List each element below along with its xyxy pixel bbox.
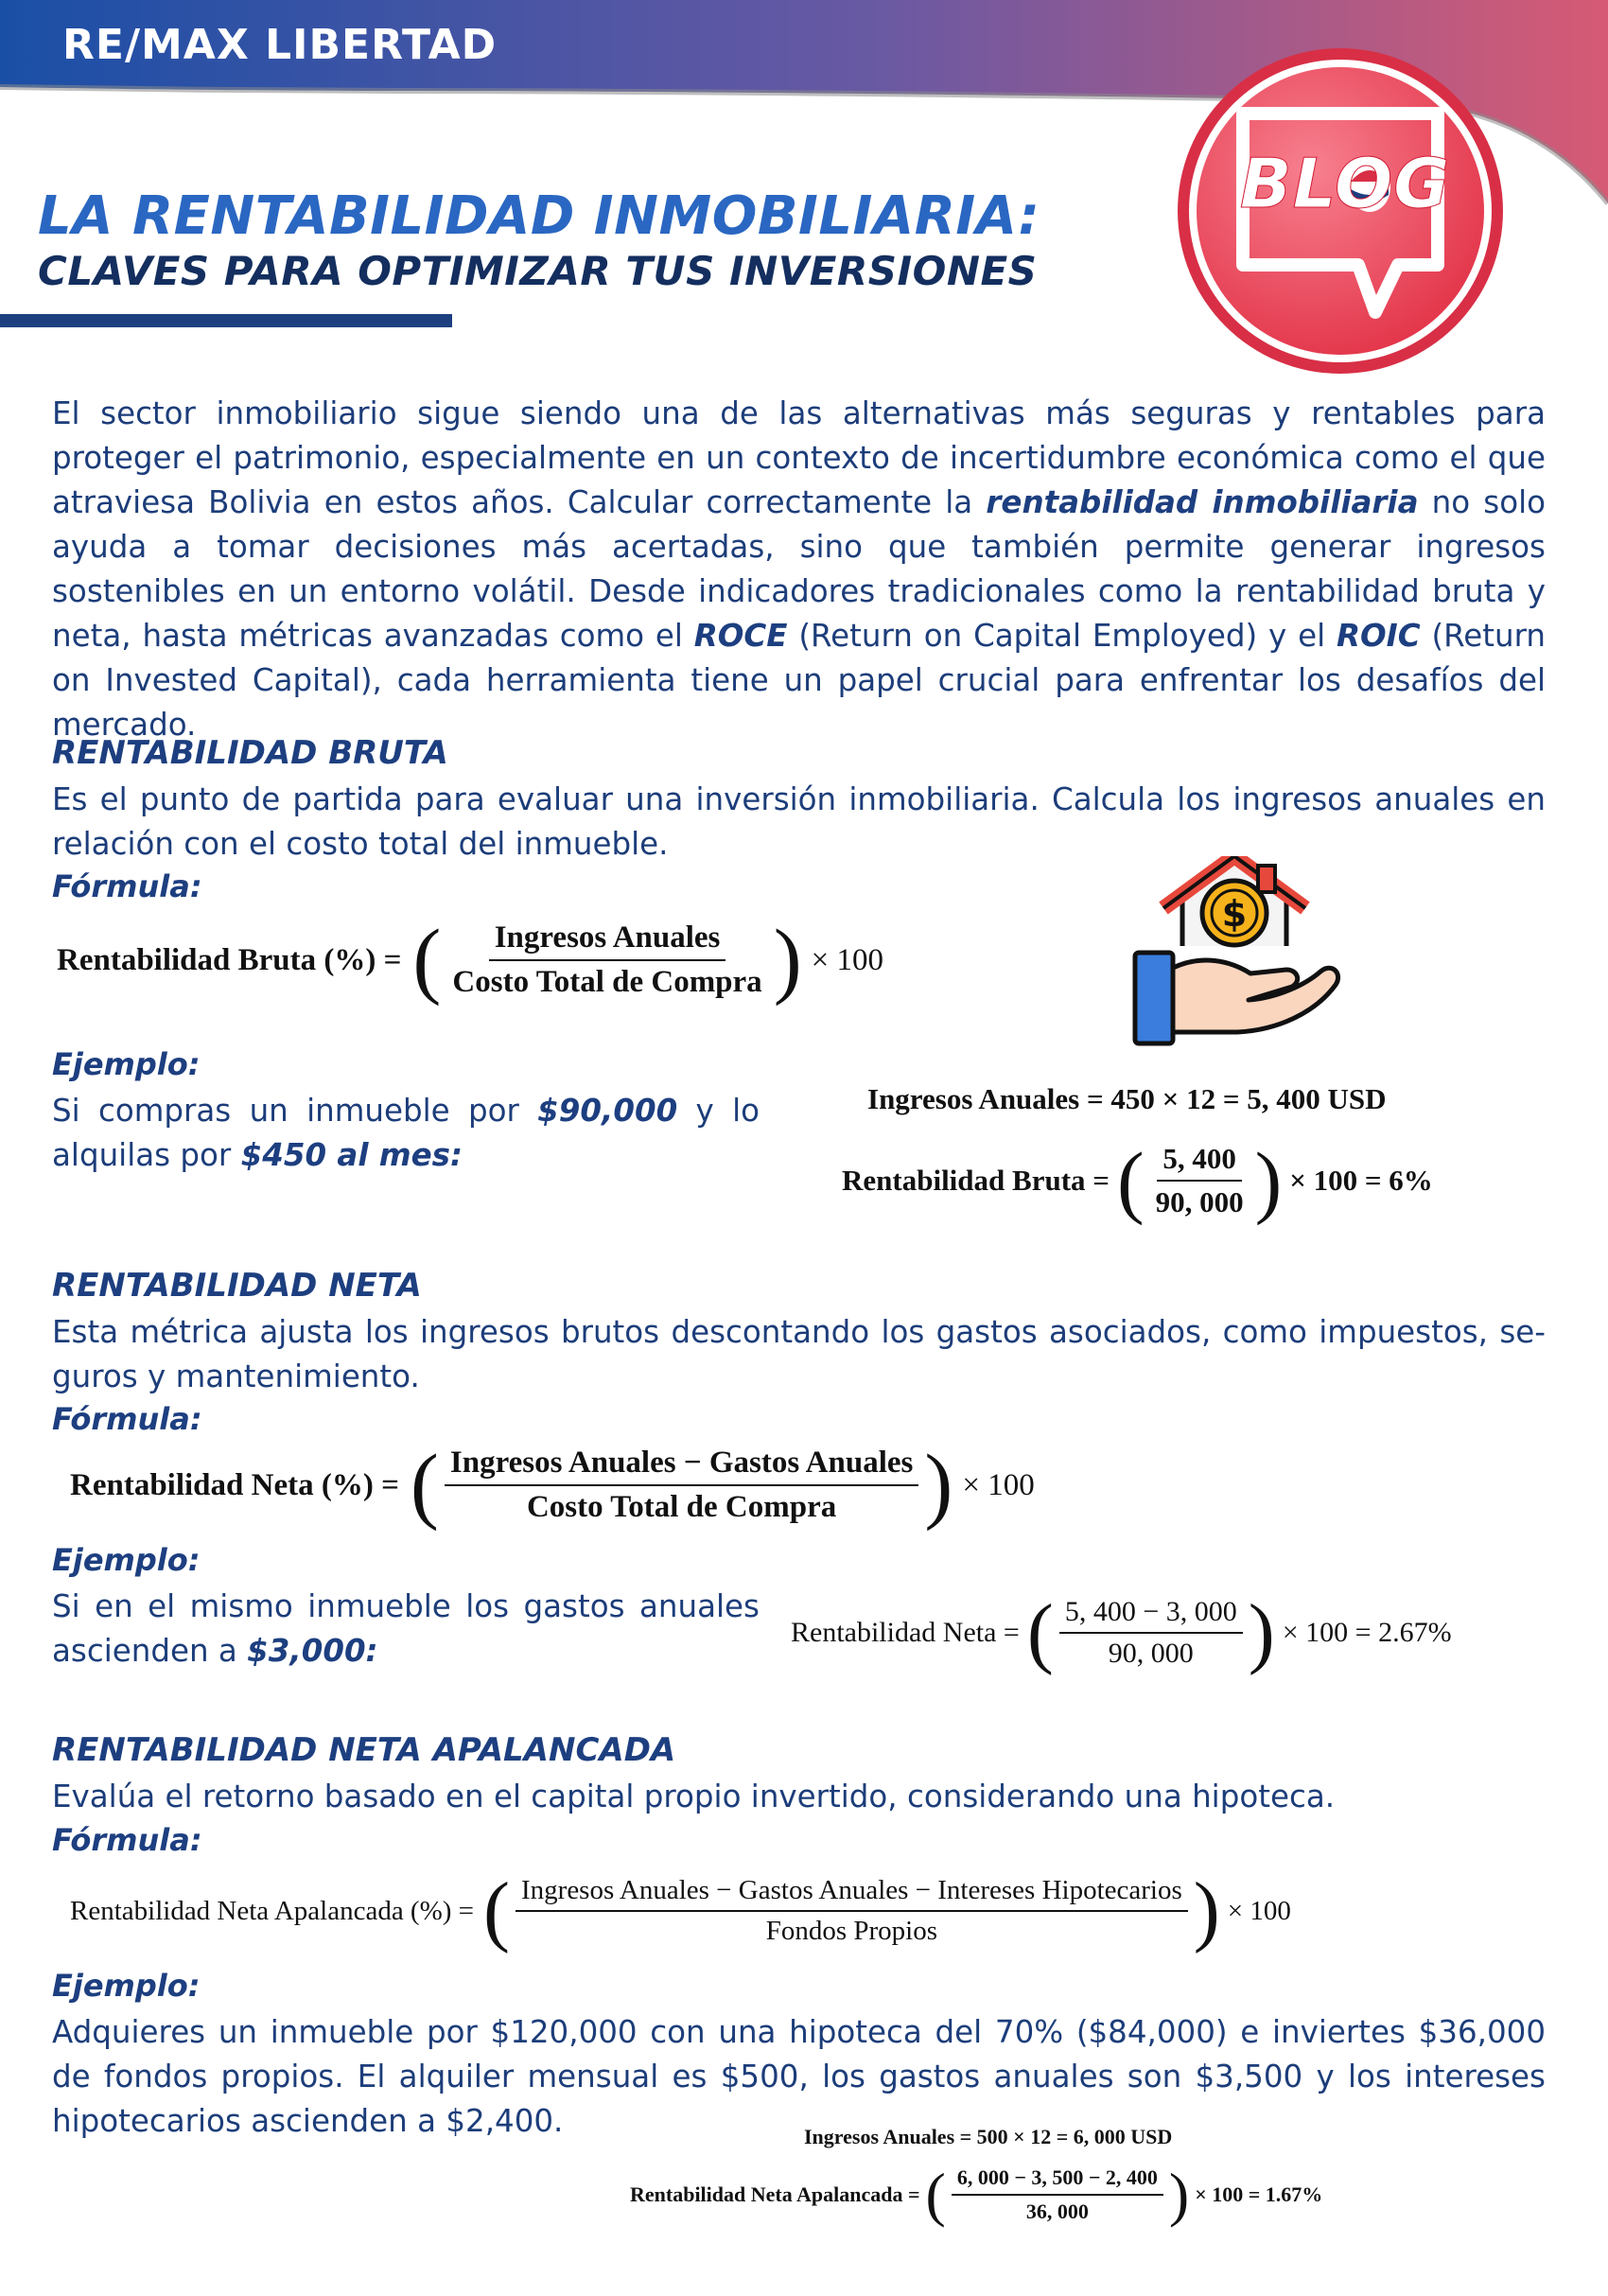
brand-name: RE/MAX LIBERTAD bbox=[62, 21, 498, 69]
apalancada-calc-result: Rentabilidad Neta Apalancada = ( $\frac{6, 000 - 3, 500 - 2, 400}{36, 000}$ ) × 100 = 1.67% bbox=[630, 2161, 1323, 2228]
neta-example-text: Si en el mismo inmueble los gastos anuales ascienden a $3,000: bbox=[52, 1588, 760, 1669]
intro-emphasis-rentabilidad: rentabilidad inmobiliaria bbox=[986, 484, 1419, 520]
svg-text:$: $ bbox=[1221, 893, 1248, 935]
bruta-calc-result: Rentabilidad Bruta = ( $\frac{5, 400}{90, 000}$ ) × 100 = 6% bbox=[842, 1135, 1433, 1226]
apalancada-calc-annual: Ingresos Anuales = 500 × 12 = 6, 000 USD bbox=[804, 2125, 1173, 2148]
apalancada-example-label: Ejemplo: bbox=[52, 1968, 201, 2004]
bruta-formula-label: Fórmula: bbox=[52, 868, 202, 904]
formula-times: × 100 bbox=[811, 942, 884, 977]
bruta-calc-annual: Ingresos Anuales = 450 × 12 = 5, 400 USD bbox=[867, 1082, 1387, 1115]
neta-description: Esta métrica ajusta los ingresos brutos descontando los gastos asociados, como impuestos, se-guros y mantenimiento. bbox=[52, 1314, 1546, 1394]
apalancada-description: Evalúa el retorno basado en el capital propio invertido, considerando una hipoteca. bbox=[52, 1779, 1336, 1814]
house-money-hand-icon bbox=[1126, 856, 1343, 1055]
formula-lhs: Rentabilidad Bruta (%) = bbox=[57, 942, 402, 977]
intro-emphasis-roce: ROCE bbox=[693, 618, 788, 654]
neta-example-label: Ejemplo: bbox=[52, 1542, 201, 1578]
intro-emphasis-roic: ROIC bbox=[1337, 618, 1421, 654]
neta-formula: Rentabilidad Neta (%) = ( $\frac{\text{Ingresos Anuales − Gastos Anuales}}{\text{Costo Total de Compra}}$ ) × 100 bbox=[70, 1438, 1035, 1532]
formula-fraction: $\frac{\text{Ingresos Anuales}}{\text{Costo Total de Compra}}$ bbox=[452, 920, 762, 999]
intro-paragraph: El sector inmobiliario sigue siendo una de las alternativas más seguras y rentables para proteger el patrimonio, especialmente en un contexto de incertidumbre económica como el que atraviesa Bolivia en estos años. Calcular correctamente la rentabilidad inmobiliaria no solo ayuda a tomar decisiones más acertadas, sino que también permite generar ingresos sostenibles en un entorno volátil. Desde indicadores tradicionales como la rentabilidad bruta y neta, hasta métricas avanzadas como el ROCE (Return on Capital Employed) y el ROIC (Return on Invested Capital), cada herramienta tiene un papel crucial para enfrentar los desafíos del mercado. bbox=[52, 395, 1546, 743]
neta-formula-label: Fórmula: bbox=[52, 1401, 202, 1437]
bruta-example-label: Ejemplo: bbox=[52, 1046, 201, 1082]
bruta-formula: Rentabilidad Bruta (%) = ( $\frac{\text{Ingresos Anuales}}{\text{Costo Total de Compra}}$ ) × 100 bbox=[57, 913, 884, 1007]
bruta-description: Es el punto de partida para evaluar una inversión inmobiliaria. Calcula los ingresos anuales en relación con el costo total del inmueble. bbox=[52, 781, 1546, 862]
neta-calc-result: Rentabilidad Neta = ( $\frac{5, 400 - 3, 000}{90, 000}$ ) × 100 = 2.67% bbox=[791, 1588, 1452, 1676]
page-title: LA RENTABILIDAD INMOBILIARIA: bbox=[38, 185, 1040, 247]
page-subtitle: CLAVES PARA OPTIMIZAR TUS INVERSIONES bbox=[38, 248, 1038, 294]
bruta-example-text: Si compras un inmueble por $90,000 y lo alquilas por $450 al mes: bbox=[52, 1093, 760, 1173]
section-heading-bruta: RENTABILIDAD BRUTA bbox=[52, 734, 448, 772]
apalancada-formula: Rentabilidad Neta Apalancada (%) = ( $\frac{\text{Ingresos Anuales − Gastos Anuales − Intereses Hipotecarios}}{\text{Fondos Propios}}$ ) × 100 bbox=[70, 1867, 1291, 1954]
section-heading-apalancada: RENTABILIDAD NETA APALANCADA bbox=[52, 1731, 676, 1769]
section-heading-neta: RENTABILIDAD NETA bbox=[52, 1267, 422, 1305]
apalancada-formula-label: Fórmula: bbox=[52, 1822, 202, 1858]
title-underline bbox=[0, 314, 452, 327]
apalancada-example-text: Adquieres un inmueble por $120,000 con una hipoteca del 70% ($84,000) e inviertes $36,000 de fondos propios. El alquiler mensual es $500, los gastos anuales son $3,500 y los intereses hipotecarios ascienden a $2,400. bbox=[52, 2014, 1546, 2139]
blog-label: BLOG bbox=[1239, 144, 1451, 223]
blog-badge bbox=[1156, 45, 1520, 381]
